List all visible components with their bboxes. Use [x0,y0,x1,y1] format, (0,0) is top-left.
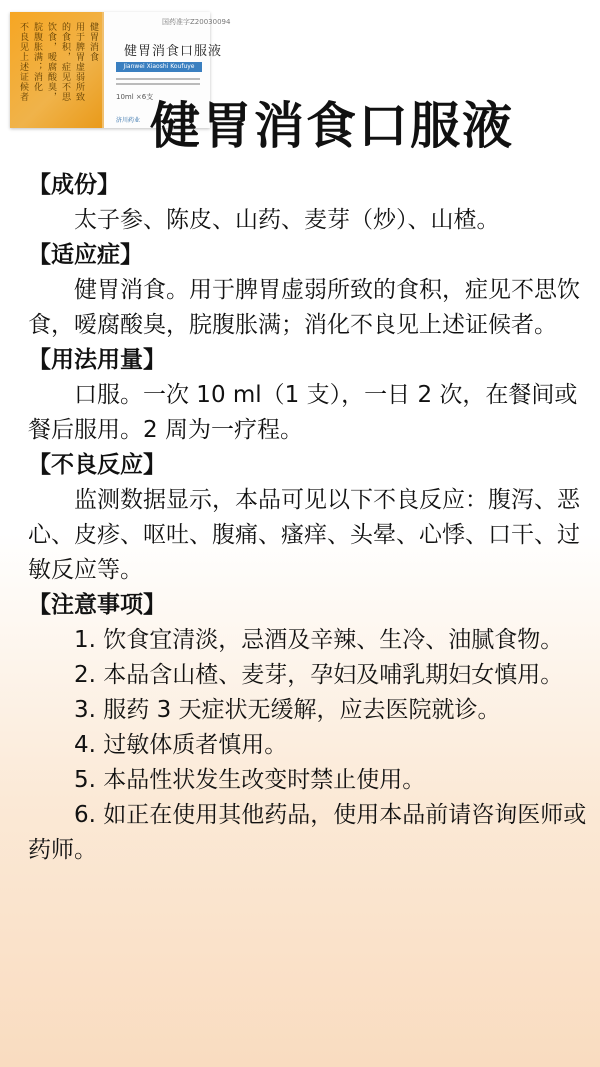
precaution-item: 5. 本品性状发生改变时禁止使用。 [74,767,426,793]
box-product-name: 健胃消食口服液 [124,44,223,59]
section-heading-adverse: 【不良反应】 [28,452,166,478]
box-side-text: 健胃消食 [88,22,98,62]
precaution-item: 2. 本品含山楂、麦芽，孕妇及哺乳期妇女慎用。 [74,662,564,688]
section-heading-indications: 【适应症】 [28,242,143,268]
section-heading-precautions: 【注意事项】 [28,592,166,618]
box-side-text: 不良见上述证候者 [18,22,28,102]
box-side-text: 的食积，症见不思 [60,22,70,102]
box-side-text: 用于脾胃虚弱所致 [74,22,84,102]
box-pinyin: Jianwei Xiaoshi Koufuye [116,62,202,72]
page-title: 健胃消食口服液 [150,97,514,155]
section-heading-dosage: 【用法用量】 [28,347,166,373]
section-heading-ingredients: 【成份】 [28,172,120,198]
instructions-body [28,168,588,868]
precaution-item: 3. 服药 3 天症状无缓解，应去医院就诊。 [74,697,501,723]
box-fine-print [116,78,200,88]
section-text-dosage: 口服。一次 10 ml（1 支），一日 2 次，在餐间或餐后服用。2 周为一疗程。 [28,382,578,443]
precaution-item: 1. 饮食宜清淡，忌酒及辛辣、生冷、油腻食物。 [74,627,564,653]
section-text-adverse: 监测数据显示，本品可见以下不良反应：腹泻、恶心、皮疹、呕吐、腹痛、瘙痒、头晕、心悸、口干、过敏反应等。 [28,487,580,583]
box-side-panel [10,12,104,128]
box-approval-number: 国药准字Z20030094 [162,18,231,26]
section-text-ingredients: 太子参、陈皮、山药、麦芽（炒）、山楂。 [74,207,500,233]
precaution-item: 6. 如正在使用其他药品，使用本品前请咨询医师或药师。 [28,802,587,863]
box-side-text: 饮食，嗳腐酸臭， [46,22,56,102]
section-text-indications: 健胃消食。用于脾胃虚弱所致的食积，症见不思饮食，嗳腐酸臭，脘腹胀满；消化不良见上述证候者。 [28,277,580,338]
precaution-item: 4. 过敏体质者慎用。 [74,732,288,758]
box-spec: 10ml ×6支 [116,93,154,101]
box-manufacturer: 济川药业 [116,117,141,124]
box-side-text: 脘腹胀满；消化 [32,22,42,92]
